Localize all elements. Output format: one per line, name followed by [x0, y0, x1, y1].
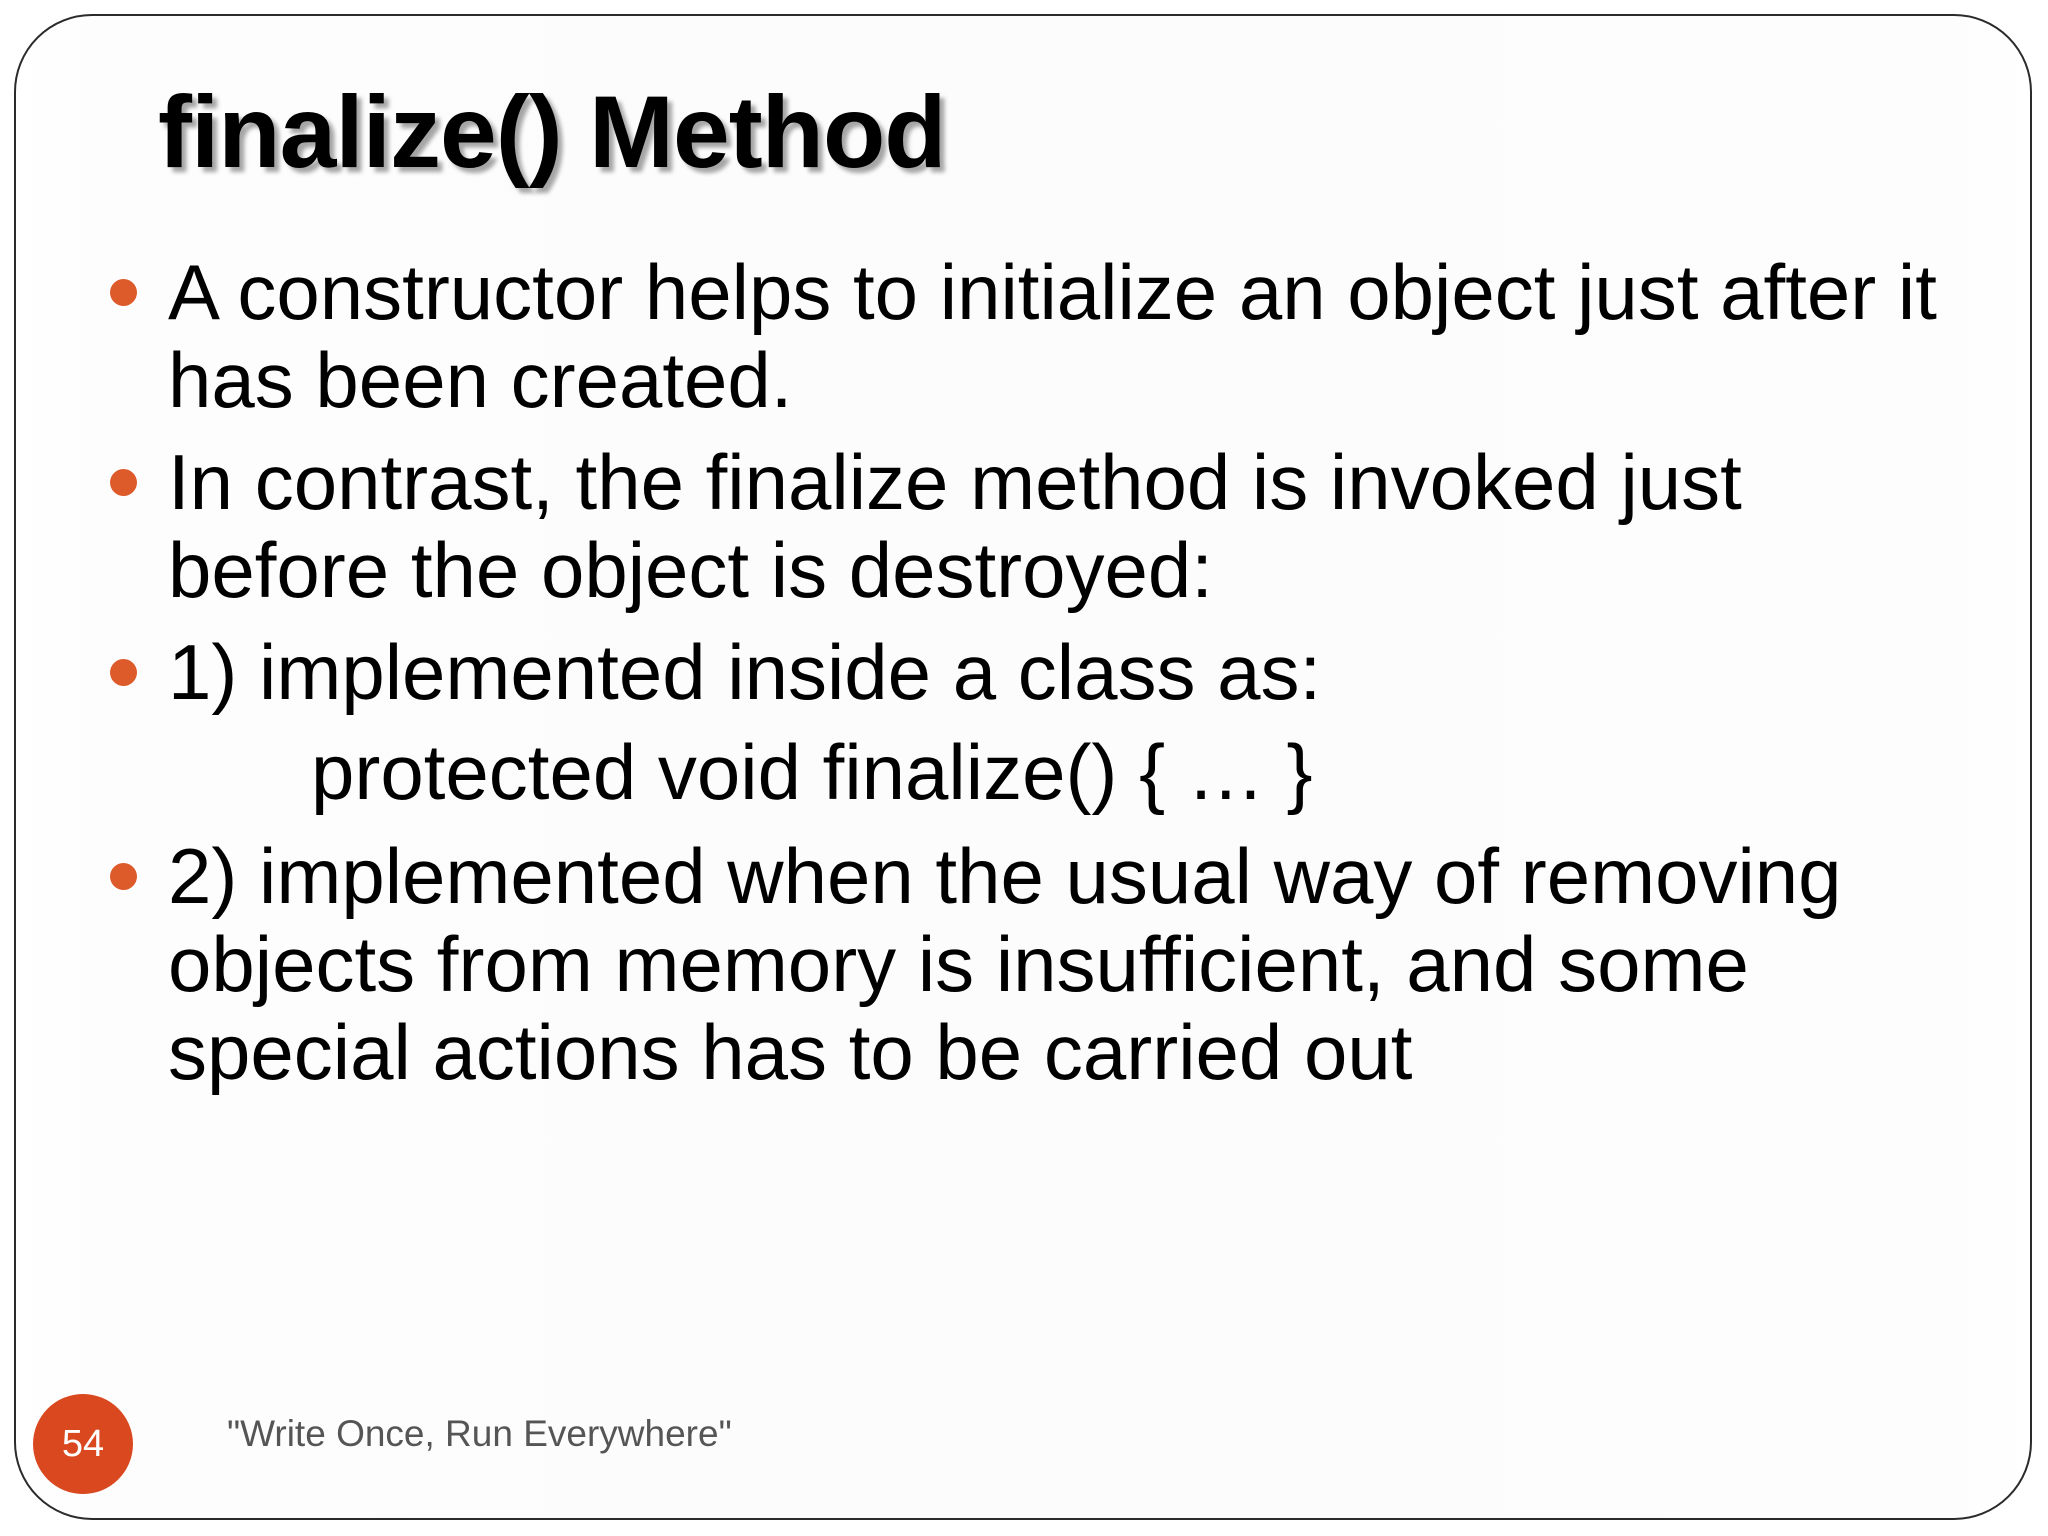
footer-text: "Write Once, Run Everywhere" [227, 1413, 732, 1454]
bullet-dot-icon [110, 863, 137, 890]
bullet-dot-icon [110, 659, 137, 686]
bullet-item-implemented-when [110, 832, 1970, 1096]
bullet-text: A constructor helps to initialize an object just after it has been created. [168, 248, 1937, 424]
slide-title: finalize() Method [158, 75, 946, 189]
code-example: protected void finalize() { … } [311, 728, 1313, 816]
page-number-badge: 54 [33, 1394, 133, 1494]
bullet-text: In contrast, the finalize method is invoked just before the object is destroyed: [168, 438, 1742, 614]
bullet-item-constructor [110, 248, 1970, 424]
bullet-list-continued [110, 832, 1970, 1110]
bullet-item-implemented-inside [110, 628, 1970, 716]
bullet-list [110, 248, 1970, 730]
bullet-text: 1) implemented inside a class as: [168, 628, 1322, 716]
bullet-dot-icon [110, 469, 137, 496]
bullet-dot-icon [110, 279, 137, 306]
bullet-text: 2) implemented when the usual way of removing objects from memory is insufficient, and some special actions has to be carried out [168, 832, 1842, 1096]
bullet-item-finalize [110, 438, 1970, 614]
